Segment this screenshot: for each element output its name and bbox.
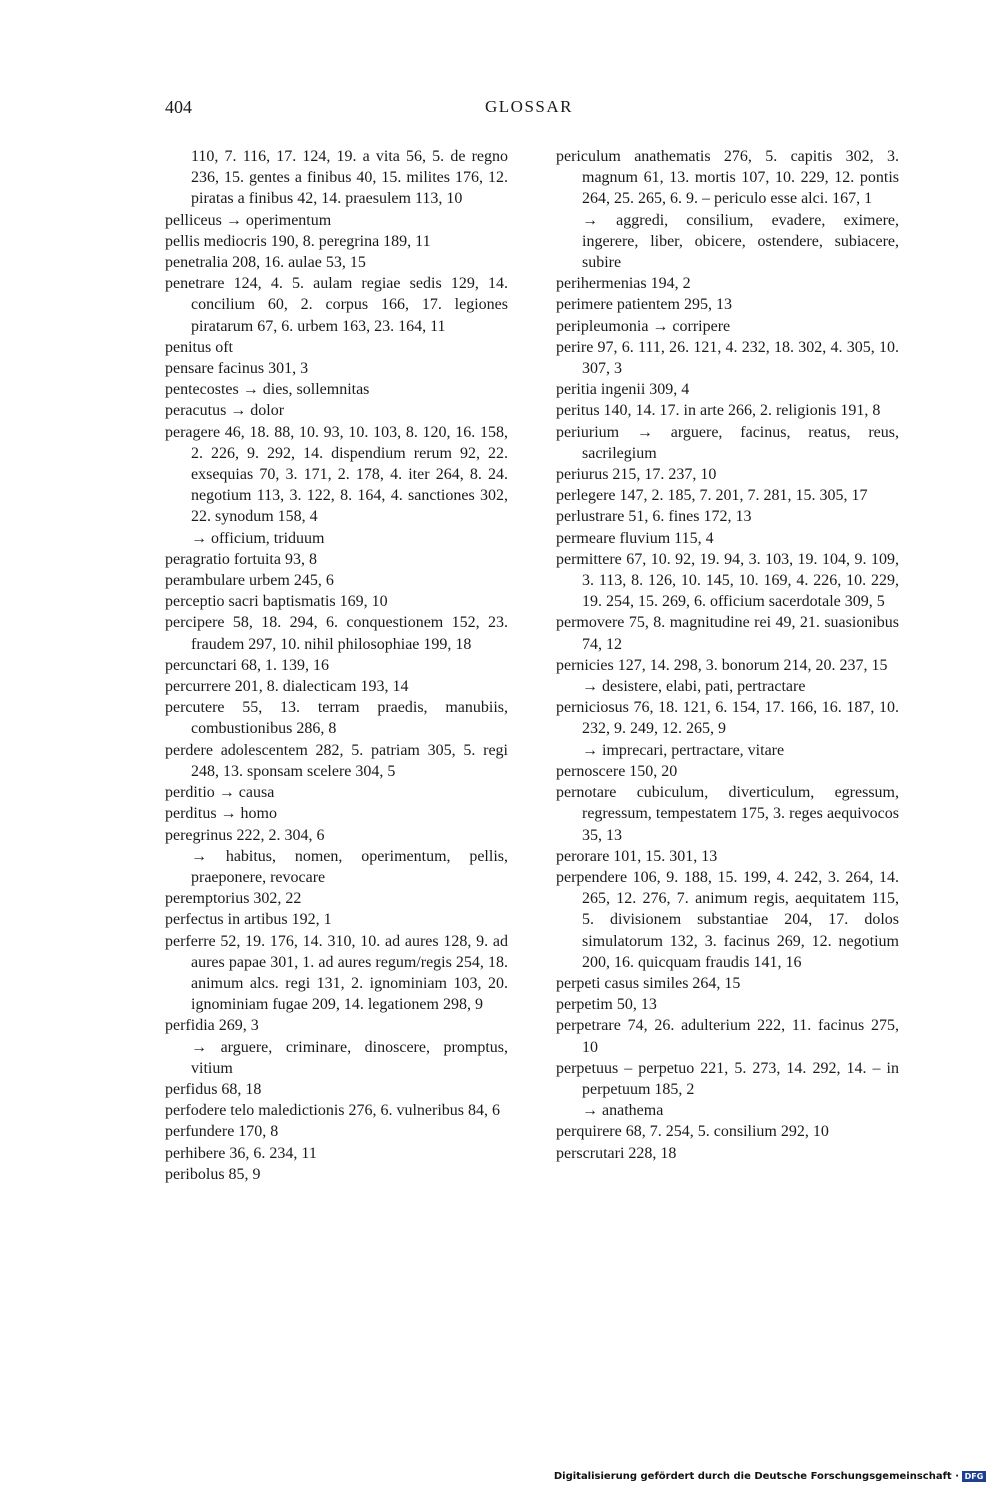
glossary-entry: periculum anathematis 276, 5. capitis 302, 3. magnum 61, 13. mortis 107, 10. 229, 12. pontis 264, 25. 265, 6. 9. – periculo esse alci. 167, 1 bbox=[556, 148, 899, 208]
glossary-entry: periurus 215, 17. 237, 10 bbox=[556, 466, 717, 484]
cross-reference: → habitus, nomen, operimentum, pellis, praeponere, revocare bbox=[191, 847, 508, 886]
glossary-entry: perpetim 50, 13 bbox=[556, 996, 657, 1014]
glossary-entry: percipere 58, 18. 294, 6. conquestionem 152, 23. fraudem 297, 10. nihil philosophiae 199, 18 bbox=[165, 614, 508, 653]
cross-reference: → officium, triduum bbox=[191, 529, 325, 547]
glossary-entry: perire 97, 6. 111, 26. 121, 4. 232, 18. 302, 4. 305, 10. 307, 3 bbox=[556, 338, 899, 378]
glossary-entry: perimere patientem 295, 13 bbox=[556, 296, 732, 314]
glossary-entry: peritus 140, 14. 17. in arte 266, 2. religionis 191, 8 bbox=[556, 402, 881, 420]
cross-reference: → arguere, criminare, dinoscere, promptus, vitium bbox=[191, 1038, 508, 1077]
glossary-entry: peregrinus 222, 2. 304, 6 bbox=[165, 826, 325, 844]
glossary-entry: pernoscere 150, 20 bbox=[556, 762, 678, 780]
glossary-entry: pernicies 127, 14. 298, 3. bonorum 214, 20. 237, 15 bbox=[556, 656, 888, 674]
glossary-entry: perpendere 106, 9. 188, 15. 199, 4. 242, 3. 264, 14. 265, 12. 276, 7. animum regis, aequitatem 115, 5. divisionem substantiae 204, 17. dolos simulatorum 132, 3. facinus 269, 12. negotium 200, 16. quicquam fraudis 141, 16 bbox=[556, 868, 899, 971]
glossary-entry: perditio → causa bbox=[165, 784, 275, 802]
glossary-entry: peragere 46, 18. 88, 10. 93, 10. 103, 8. 120, 16. 158, 2. 226, 9. 292, 14. dispendium rerum 92, 22. exsequias 70, 3. 171, 2. 178, 4. iter 264, 8. 24. negotium 113, 3. 122, 8. 164, 4. sanctiones 302, 22. synodum 158, 4 bbox=[165, 423, 508, 526]
glossary-column-right bbox=[556, 146, 899, 1164]
glossary-entry: perihermenias 194, 2 bbox=[556, 275, 691, 293]
glossary-entry: perpetrare 74, 26. adulterium 222, 11. facinus 275, 10 bbox=[556, 1017, 899, 1056]
cross-reference: → desistere, elabi, pati, pertractare bbox=[582, 678, 806, 696]
glossary-entry: perferre 52, 19. 176, 14. 310, 10. ad aures 128, 9. ad aures papae 301, 1. ad aures regum/regis 254, 18. animum alcs. regi 131, 2. ignominiam 103, 20. ignominiam fugae 209, 14. legationem 298, 9 bbox=[165, 932, 508, 1014]
glossary-entry: perpetuus – perpetuo 221, 5. 273, 14. 292, 14. – in perpetuum 185, 2 bbox=[556, 1059, 899, 1098]
dfg-logo: DFG bbox=[962, 1471, 986, 1482]
glossary-entry: pensare facinus 301, 3 bbox=[165, 360, 309, 378]
glossary-entry: perlegere 147, 2. 185, 7. 201, 7. 281, 15. 305, 17 bbox=[556, 487, 868, 505]
glossary-entry: percunctari 68, 1. 139, 16 bbox=[165, 656, 329, 674]
glossary-entry: perfodere telo maledictionis 276, 6. vulneribus 84, 6 bbox=[165, 1102, 501, 1120]
glossary-entry: perlustrare 51, 6. fines 172, 13 bbox=[556, 508, 752, 526]
glossary-entry: penetrare 124, 4. 5. aulam regiae sedis 129, 14. concilium 60, 2. corpus 166, 17. legiones piratarum 67, 6. urbem 163, 23. 164, 11 bbox=[165, 275, 508, 335]
glossary-entry: perquirere 68, 7. 254, 5. consilium 292, 10 bbox=[556, 1123, 829, 1141]
digitization-footer bbox=[554, 1471, 986, 1482]
glossary-column-left bbox=[165, 146, 508, 1185]
glossary-entry: percurrere 201, 8. dialecticam 193, 14 bbox=[165, 678, 409, 696]
glossary-entry: percutere 55, 13. terram praedis, manubiis, combustionibus 286, 8 bbox=[165, 699, 508, 738]
footer-text: Digitalisierung gefördert durch die Deutsche Forschungsgemeinschaft · bbox=[553, 1471, 959, 1482]
glossary-entry: permeare fluvium 115, 4 bbox=[556, 529, 714, 547]
glossary-entry: perditus → homo bbox=[165, 805, 277, 823]
glossary-entry: peripleumonia → corripere bbox=[556, 317, 731, 335]
glossary-entry: perorare 101, 15. 301, 13 bbox=[556, 847, 718, 865]
page-number: 404 bbox=[165, 97, 192, 117]
glossary-entry: penitus oft bbox=[165, 338, 233, 356]
glossary-entry: perceptio sacri baptismatis 169, 10 bbox=[165, 593, 388, 611]
cross-reference: → aggredi, consilium, evadere, eximere, ingerere, liber, obicere, ostendere, subiacere, subire bbox=[582, 211, 899, 272]
glossary-entry: perfectus in artibus 192, 1 bbox=[165, 911, 332, 929]
glossary-entry: perpeti casus similes 264, 15 bbox=[556, 974, 741, 992]
glossary-entry: peragratio fortuita 93, 8 bbox=[165, 550, 317, 568]
glossary-entry: periurium → arguere, facinus, reatus, reus, sacrilegium bbox=[556, 423, 899, 462]
glossary-entry: pellis mediocris 190, 8. peregrina 189, 11 bbox=[165, 232, 431, 250]
glossary-entry: peritia ingenii 309, 4 bbox=[556, 381, 690, 399]
cross-reference: → imprecari, pertractare, vitare bbox=[582, 741, 785, 759]
glossary-entry: 110, 7. 116, 17. 124, 19. a vita 56, 5. de regno 236, 15. gentes a finibus 40, 15. milites 176, 12. piratas a finibus 42, 14. praesulem 113, 10 bbox=[191, 148, 508, 208]
glossary-entry: perfidus 68, 18 bbox=[165, 1080, 262, 1098]
glossary-entry: peribolus 85, 9 bbox=[165, 1165, 261, 1183]
glossary-entry: peracutus → dolor bbox=[165, 402, 285, 420]
glossary-entry: perfidia 269, 3 bbox=[165, 1017, 259, 1035]
glossary-entry: perhibere 36, 6. 234, 11 bbox=[165, 1144, 317, 1162]
glossary-entry: pentecostes → dies, sollemnitas bbox=[165, 381, 370, 399]
running-head: GLOSSAR bbox=[485, 97, 573, 116]
glossary-entry: permittere 67, 10. 92, 19. 94, 3. 103, 19. 104, 9. 109, 3. 113, 8. 126, 10. 145, 10. 169, 4. 226, 10. 229, 19. 254, 15. 269, 6. officium sacerdotale 309, 5 bbox=[556, 550, 899, 611]
glossary-entry: perniciosus 76, 18. 121, 6. 154, 17. 166, 16. 187, 10. 232, 9. 249, 12. 265, 9 bbox=[556, 699, 899, 738]
glossary-entry: pelliceus → operimentum bbox=[165, 211, 332, 229]
cross-reference: → anathema bbox=[582, 1102, 664, 1120]
glossary-entry: peremptorius 302, 22 bbox=[165, 890, 302, 908]
glossary-entry: perfundere 170, 8 bbox=[165, 1123, 279, 1141]
glossary-entry: penetralia 208, 16. aulae 53, 15 bbox=[165, 254, 366, 272]
glossary-entry: perscrutari 228, 18 bbox=[556, 1144, 677, 1162]
glossary-entry: perambulare urbem 245, 6 bbox=[165, 572, 334, 590]
glossary-entry: perdere adolescentem 282, 5. patriam 305, 5. regi 248, 13. sponsam scelere 304, 5 bbox=[165, 741, 508, 780]
glossary-entry: pernotare cubiculum, diverticulum, egressum, regressum, tempestatem 175, 3. reges aequivocos 35, 13 bbox=[556, 784, 899, 844]
glossary-entry: permovere 75, 8. magnitudine rei 49, 21. suasionibus 74, 12 bbox=[556, 614, 899, 653]
